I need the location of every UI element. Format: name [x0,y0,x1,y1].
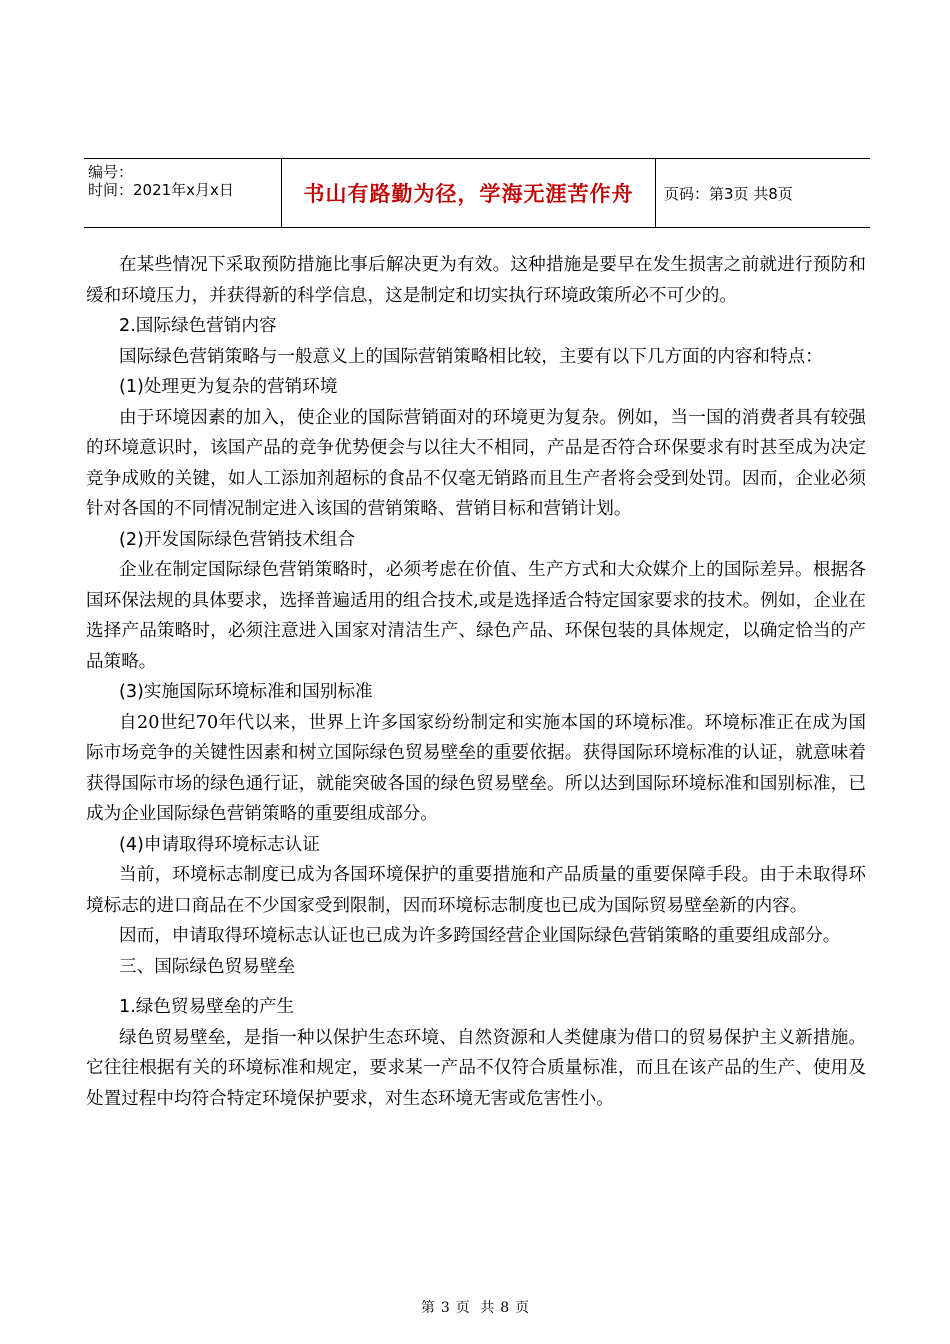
paragraph: 在某些情况下采取预防措施比事后解决更为有效。这种措施是要早在发生损害之前就进行预防和缓和环境压力，并获得新的科学信息，这是制定和切实执行环境政策所必不可少的。 [86,255,866,306]
header-page-info: 页码：第3页 共8页 [664,184,793,203]
paragraph: 由于环境因素的加入，使企业的国际营销面对的环境更为复杂。例如，当一国的消费者具有较强的环境意识时，该国产品的竞争优势便会与以往大不相同，产品是否符合环保要求有时甚至成为决定竞争成败的关键，如人工添加剂超标的食品不仅毫无销路而且生产者将会受到处罚。因而，企业必须针对各国的不同情况制定进入该国的营销策略、营销目标和营销计划。 [86,407,866,519]
header-motto: 书山有路勤为径，学海无涯苦作舟 [303,182,634,206]
subsection-heading: (1)处理更为复杂的营销环境 [119,377,338,397]
subsection-heading: (2)开发国际绿色营销技术组合 [119,529,356,550]
footer-total-label: 共 [480,1300,495,1316]
chapter-heading: 三、国际绿色贸易壁垒 [119,956,295,977]
header-time-label: 时间：2021年x月x日 [88,181,234,199]
section-heading: 2.国际绿色营销内容 [119,316,277,336]
header-meta [84,159,282,227]
document-header [84,158,870,228]
paragraph: 自20世纪70年代以来，世界上许多国家纷纷制定和实施本国的环境标准。环境标准正在成为国际市场竞争的关键性因素和树立国际绿色贸易壁垒的重要依据。获得国际环境标准的认证，就意味着获得国际市场的绿色通行证，就能突破各国的绿色贸易壁垒。所以达到国际环境标准和国别标准，已成为企业国际绿色营销策略的重要组成部分。 [86,712,866,824]
header-number-label: 编号： [88,163,134,181]
subsection-heading: (3)实施国际环境标准和国别标准 [119,682,373,702]
paragraph: 企业在制定国际绿色营销策略时，必须考虑在价值、生产方式和大众媒介上的国际差异。根据各国环保法规的具体要求，选择普遍适用的组合技术,或是选择适合特定国家要求的技术。例如，企业在选择产品策略时，必须注意进入国家对清洁生产、绿色产品、环保包装的具体规定，以确定恰当的产品策略。 [86,560,866,672]
section-heading: 1.绿色贸易壁垒的产生 [119,997,295,1017]
footer-total-number: 8 [500,1300,510,1316]
footer-total-unit: 页 [515,1300,530,1316]
header-motto-cell [282,159,656,227]
document-body [86,250,866,1114]
footer-page-label: 第 [420,1300,435,1316]
footer-page-unit: 页 [455,1300,470,1316]
paragraph: 因而，申请取得环境标志认证也已成为许多跨国经营企业国际绿色营销策略的重要组成部分。 [119,926,841,946]
subsection-heading: (4)申请取得环境标志认证 [119,834,320,855]
page-footer [0,1297,950,1317]
paragraph: 当前，环境标志制度已成为各国环境保护的重要措施和产品质量的重要保障手段。由于未取得环境标志的进口商品在不少国家受到限制，因而环境标志制度也已成为国际贸易壁垒新的内容。 [86,865,866,916]
paragraph: 绿色贸易壁垒，是指一种以保护生态环境、自然资源和人类健康为借口的贸易保护主义新措施。它往往根据有关的环境标准和规定，要求某一产品不仅符合质量标准，而且在该产品的生产、使用及处置过程中均符合特定环境保护要求，对生态环境无害或危害性小。 [86,1027,866,1109]
footer-page-number: 3 [440,1300,450,1316]
paragraph: 国际绿色营销策略与一般意义上的国际营销策略相比较，主要有以下几方面的内容和特点： [119,346,823,367]
